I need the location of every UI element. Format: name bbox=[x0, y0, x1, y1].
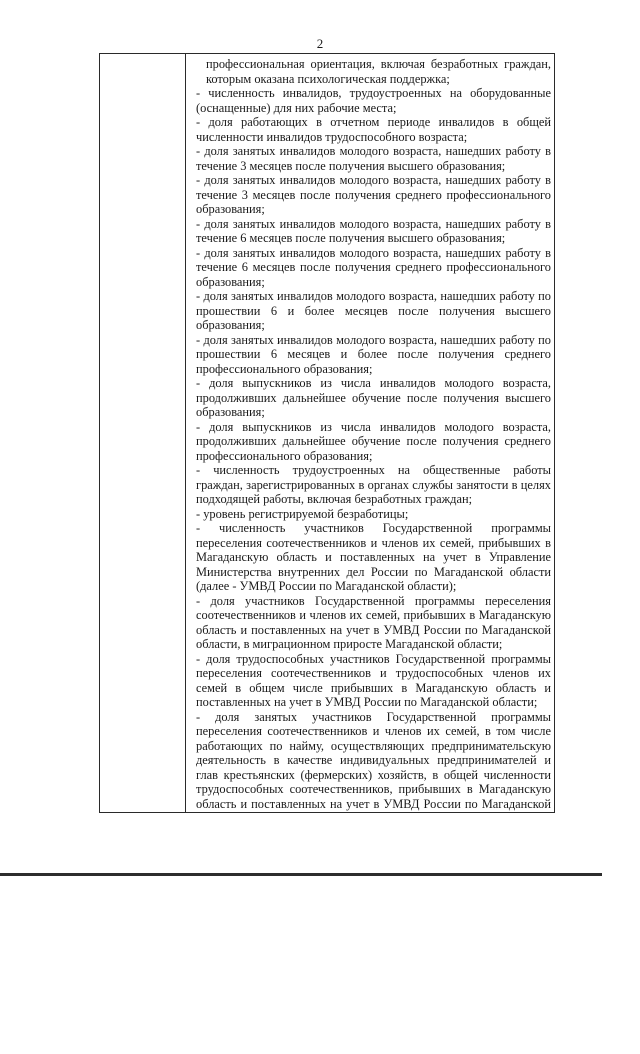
text-line: переселения соотечественников и членов их семей, в том числе bbox=[196, 724, 551, 738]
text-line: область и поставленных на учет в УМВД России по Магаданской bbox=[196, 796, 551, 811]
text-line: численности инвалидов трудоспособного возраста; bbox=[196, 129, 468, 144]
text-line: профессионального образования; bbox=[196, 448, 373, 463]
text-line: - доля участников Государственной программы переселения bbox=[196, 593, 551, 608]
text-line: прошествии 6 месяцев и более после получения среднего bbox=[196, 347, 551, 361]
text-line: деятельность в качестве индивидуальных предпринимателей и bbox=[196, 753, 551, 767]
text-line: течение 3 месяцев после получения высшего образования; bbox=[196, 158, 506, 173]
text-line: трудоспособных соотечественников, прибывших в Магаданскую bbox=[196, 782, 551, 796]
text-line: профессионального образования; bbox=[196, 361, 373, 376]
text-line: (оснащенные) для них рабочие места; bbox=[196, 100, 397, 115]
text-line: которым оказана психологическая поддержка; bbox=[206, 71, 450, 86]
text-line: - численность инвалидов, трудоустроенных на оборудованные bbox=[196, 86, 551, 100]
text-line: переселения соотечественников и трудоспособных членов их bbox=[196, 666, 551, 680]
text-line: - доля занятых участников Государственной программы bbox=[196, 709, 551, 724]
text-line: - доля выпускников из числа инвалидов молодого возраста, bbox=[196, 419, 551, 434]
text-line: прошествии 6 и более месяцев после получения высшего bbox=[196, 303, 551, 318]
text-line: - уровень регистрируемой безработицы; bbox=[196, 506, 409, 521]
text-line: переселения соотечественников и членов их семей, прибывших в bbox=[196, 535, 551, 550]
text-line: - доля занятых инвалидов молодого возраста, нашедших работу в bbox=[196, 144, 551, 158]
text-line: - доля трудоспособных участников Государственной программы bbox=[196, 651, 551, 666]
page-number: 2 bbox=[316, 36, 324, 51]
table-left-cell bbox=[100, 54, 186, 812]
text-line: образования; bbox=[196, 318, 265, 332]
text-line: течение 6 месяцев после получения высшего образования; bbox=[196, 231, 506, 245]
text-line: - численность участников Государственной программы bbox=[196, 521, 551, 535]
text-line: течение 3 месяцев после получения среднего профессионального bbox=[196, 187, 551, 202]
text-line: - доля работающих в отчетном периоде инвалидов в общей bbox=[196, 115, 551, 129]
scan-edge-line bbox=[0, 873, 602, 876]
text-line: - доля занятых инвалидов молодого возраста, нашедших работу по bbox=[196, 289, 551, 303]
text-line: - доля занятых инвалидов молодого возраста, нашедших работу в bbox=[196, 245, 551, 260]
text-line: поставленных на учет в УМВД России по Магаданской области; bbox=[196, 695, 538, 709]
text-line: - доля выпускников из числа инвалидов молодого возраста, bbox=[196, 376, 551, 390]
text-line: образования; bbox=[196, 202, 265, 216]
document-table bbox=[99, 53, 555, 813]
text-line: Магаданскую область и поставленных на учет в Управление bbox=[196, 550, 551, 564]
text-line: продолживших дальнейшее обучение после получения высшего bbox=[196, 390, 551, 405]
text-line: образования; bbox=[196, 405, 265, 419]
text-line: продолживших дальнейшее обучение после получения среднего bbox=[196, 434, 551, 448]
text-line: подходящей работы, включая безработных граждан; bbox=[196, 492, 473, 506]
table-right-cell bbox=[186, 54, 554, 812]
text-line: образования; bbox=[196, 274, 265, 289]
text-line: - доля занятых инвалидов молодого возраста, нашедших работу в bbox=[196, 173, 551, 187]
text-line: глав крестьянских (фермерских) хозяйств, в общей численности bbox=[196, 767, 551, 782]
text-line: семей в общем числе прибывших в Магаданскую область и bbox=[196, 680, 551, 695]
text-line: соотечественников и членов их семей, прибывших в Магаданскую bbox=[196, 608, 551, 622]
text-line: область и поставленных на учет в УМВД России по Магаданской bbox=[196, 622, 551, 637]
text-line: профессиональная ориентация, включая безработных граждан, bbox=[206, 57, 551, 71]
text-line: (далее - УМВД России по Магаданской области); bbox=[196, 579, 457, 593]
text-line: области, в миграционном приросте Магаданской области; bbox=[196, 637, 503, 651]
text-line: работающих по найму, осуществляющих предпринимательскую bbox=[196, 738, 551, 753]
text-line: - численность трудоустроенных на общественные работы bbox=[196, 463, 551, 477]
text-line: - доля занятых инвалидов молодого возраста, нашедших работу в bbox=[196, 216, 551, 231]
text-line: граждан, зарегистрированных в органах службы занятости в целях bbox=[196, 477, 551, 492]
text-line: Министерства внутренних дел России по Магаданской области bbox=[196, 564, 551, 579]
text-line: - доля занятых инвалидов молодого возраста, нашедших работу по bbox=[196, 332, 551, 347]
text-line: течение 6 месяцев после получения среднего профессионального bbox=[196, 260, 551, 274]
